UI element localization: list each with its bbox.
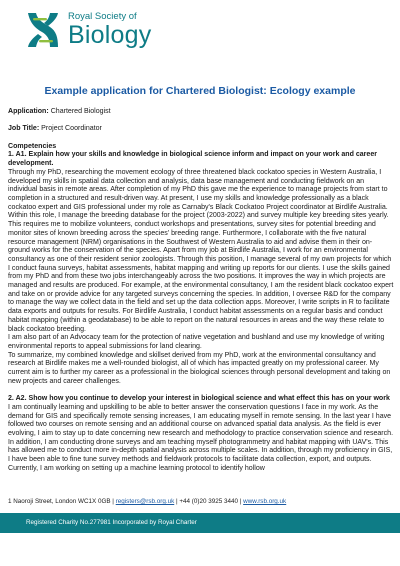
application-value: Chartered Biologist: [50, 108, 111, 115]
section-a2-heading: 2. A2. Show how you continue to develop your interest in biological science and what effect this has on your work: [8, 395, 390, 403]
website-link[interactable]: www.rsb.org.uk: [243, 498, 287, 505]
registration-text: Registered Charity No.277981 Incorporated by Royal Charter: [26, 519, 197, 526]
footer-bar: [0, 513, 400, 533]
application-label: Application:: [8, 108, 49, 115]
section-a1-heading: 1. A1. Explain how your skills and knowledge in biological science inform and impact on your work and career development.: [8, 151, 378, 168]
org-name-line1: Royal Society of: [68, 11, 137, 23]
job-title-value: Project Coordinator: [41, 125, 102, 133]
section-a1-paragraph-3: To summarize, my combined knowledge and skillset derived from my PhD, work at the environmental consultancy and research at Birdlife makes me a well-rounded biologist, all of which has impacted greatly on my professional career. My current aim is to further my career as a professional in the biological sciences through personal development and taking on new projects and career challenges.: [8, 351, 391, 385]
footer-address: [8, 498, 394, 506]
section-a2-paragraph-1: I am continually learning and upskilling to be able to better answer the conservation questions I face in my work. As the demand for GIS and specifically remote sensing increases, I am educating myself in remote sensing. In the last year I have followed two courses on remote sensing and an additional course on advanced spatial data analysis. As the field is ever evolving, I aim to stay up to date concerning new research and methodology to practice conservation science and research. In addition, I am conducting drone surveys and am teaching myself photogrammetry and habitat mapping with UAV's. This has allowed me to conduct more in-depth spatial analysis across multiple scales. In addition, through my proficiency in GIS, I have been able to fine tune survey methods and fieldwork protocols to facilitate data collection, export, and outputs. Currently, I am working on setting up a machine learning protocol to identify hollow: [8, 403, 394, 472]
document-body: [8, 108, 394, 473]
page-title: Example application for Chartered Biologist: Ecology example: [44, 85, 356, 97]
section-a1-paragraph-2: I am also part of an Advocacy team for the protection of native vegetation and bushland and use my knowledge of writing environmental reports to appeal submissions for land clearing.: [8, 334, 385, 350]
section-a1-paragraph-1: Through my PhD, researching the movement ecology of three threatened black cockatoo species in Western Australia, I developed my skills in spatial data collection and analysis, data base management and conducting fieldwork on an individual basis in remote areas. After completion of my PhD this gave me the experience to manage projects from start to completion in a structured and result-driven way. At present, I use my skills and knowledge professionally as a black cockatoo expert and GIS professional under my role as Carnaby's Black Cockatoo Project coordinator at Birdlife Australia. Within this role, I manage the breeding database for the project (2003-2022) and survey multiple key breeding sites yearly. This requires me to mobilize volunteers, conduct workshops and presentations, survey sites for potential breeding and monitor sites of known breeding across the species' breeding range. Furthermore, I collaborate with the five natural resource management (NRM) organisations in the Southwest of Western Australia to aid and advise them in their on-ground works for the conservation of the species. Apart from my job at Birdlife Australia, I work for an environmental consultancy as one of their resident senior zoologists. Through this position, I manage several of my own projects for which I conduct fauna surveys, habitat assessments, habitat mapping and writing up reports for our clients. I use the skills gained from my PhD and from these two jobs interchangeably across the two positions. It improves the way in which projects are managed and results are produced. For example, at the environmental consultancy, I am the resident black cockatoo expert and take on or provide advice for any targeted surveys concerning the species. In addition, I oversee R&D for the company to manage the way we collect data in the field and set up the data collection apps. Moreover, I write scripts in R to facilitate data exports and outputs for results. For Birdlife Australia, I conduct habitat assessments on a regular basis and conduct habitat mapping (within a geodatabase) to be able to report on the natural resources in areas and the way these relate to black cockatoo breeding.: [8, 168, 394, 333]
org-name-line2: Biology: [68, 20, 152, 49]
application-field: [8, 108, 394, 117]
competencies-heading: Competencies: [8, 142, 57, 150]
email-link[interactable]: registers@rsb.org.uk: [115, 498, 175, 505]
dna-helix-icon: [22, 9, 64, 51]
rsb-logo: [22, 9, 151, 51]
job-title-label: Job Title:: [8, 125, 40, 133]
address-text: 1 Naoroji Street, London WC1X 0GB |: [8, 498, 114, 505]
section-spacer: [8, 386, 394, 395]
job-title-field: [8, 125, 394, 134]
phone-text: | +44 (0)20 3925 3440 |: [175, 498, 242, 505]
